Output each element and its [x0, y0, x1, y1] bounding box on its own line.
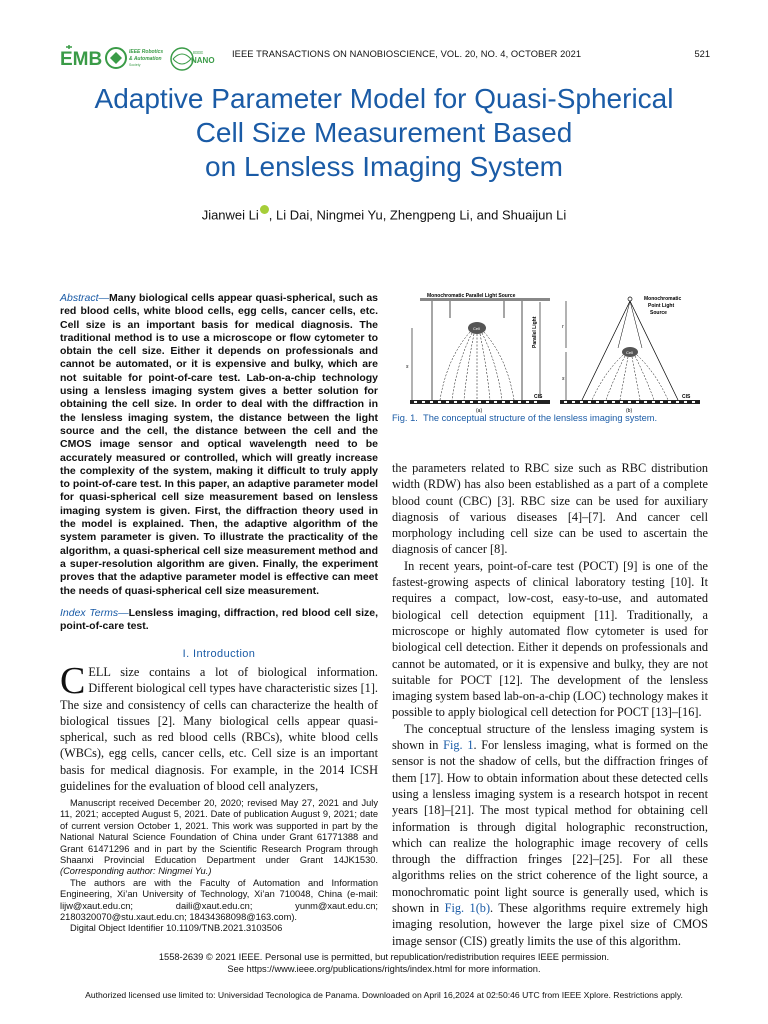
ras-line-1: IEEE Robotics [129, 49, 164, 55]
copyright-notice [60, 952, 708, 975]
corresponding-author: (Corresponding author: Ningmei Yu.) [60, 866, 212, 877]
ras-line-2: & Automation [129, 56, 162, 62]
figure-1-caption-label[interactable]: Fig. 1. [392, 413, 418, 423]
page-number: 521 [694, 49, 710, 59]
index-terms-text: Lensless imaging, diffraction, red blood cell size, point-of-care test. [60, 607, 378, 633]
author-list [60, 205, 708, 222]
index-terms: Index Terms—Lensless imaging, diffraction, red blood cell size, point-of-care test. [60, 607, 378, 633]
label-r: r [562, 324, 564, 330]
nano-logo [171, 48, 215, 70]
fig-1-link[interactable]: Fig. 1 [443, 738, 474, 753]
footnote [60, 798, 378, 935]
index-terms-label: Index Terms [60, 607, 119, 619]
fig-1b-link[interactable]: Fig. 1(b) [444, 901, 491, 916]
title-line-2: Cell Size Measurement Based [195, 117, 573, 148]
figure-1-caption-text: The conceptual structure of the lensless imaging system. [423, 413, 658, 423]
header-logos [60, 44, 230, 74]
label-b: (b) [626, 408, 633, 414]
orcid-icon[interactable] [260, 205, 269, 214]
label-s-b: s [562, 376, 565, 382]
first-word-rest: ELL [88, 665, 111, 679]
label-parallel-light: Parallel Light [532, 316, 538, 348]
figure-1-caption [392, 413, 708, 423]
footnote-affiliation: The authors are with the Faculty of Automation and Information Engineering, Xi’an University of Technology, Xi’an 710048, China (e-mail: lijw@xaut.edu.cn; daili@xaut.edu.cn; yunm@xaut.edu.cn; 2180320070@stu.xaut.edu.cn; 18434368098@163.com). [60, 877, 378, 923]
ieee-ras-logo [106, 48, 163, 68]
label-point-source-3: Source [650, 310, 667, 316]
footnote-doi: Digital Object Identifier 10.1109/TNB.2021.3103506 [70, 923, 283, 934]
introduction-text [60, 660, 378, 794]
section-heading-introduction: I. Introduction [182, 648, 256, 660]
footnote-manuscript: Manuscript received December 20, 2020; revised May 27, 2021 and July 11, 2021; accepted August 5, 2021. Date of publication August 9, 2021; date of current version October 1, 2021. This work was supported in part by the National Natural Science Foundation of China under Grant 61771388 and Grant 61471296 and in part by the Scientific Research Program through Shaanxi Provincial Education Department under Grant 14JK1530. (Corresponding author: Ningmei Yu.) [60, 798, 378, 877]
label-parallel-source: Monochromatic Parallel Light Source [427, 293, 516, 299]
label-cell-b: Cell [626, 350, 633, 355]
nano-top-text: IEEE [193, 50, 204, 55]
emb-logo [60, 45, 102, 70]
title-line-1: Adaptive Parameter Model for Quasi-Spherical [94, 83, 674, 114]
label-s-a: s [406, 364, 409, 370]
ras-line-3: Society [129, 63, 141, 67]
other-authors: , Li Dai, Ningmei Yu, Zhengpeng Li, and Shuaijun Li [268, 207, 567, 223]
label-a: (a) [476, 408, 483, 414]
copyright-line-2: See https://www.ieee.org/publications/rights/index.html for more information. [227, 963, 541, 974]
figure-1b [560, 296, 700, 414]
abstract-label: Abstract [60, 292, 99, 304]
label-cis-a: CIS [534, 394, 543, 400]
label-cell-a: Cell [473, 326, 480, 331]
drop-cap: C [60, 660, 86, 702]
emb-logo-text: EMB [60, 49, 103, 70]
paragraph-lensless: The conceptual structure of the lensless imaging system is shown in Fig. 1. For lensless imaging, what is formed on the sensor is not the shadow of cells, but the diffraction fringes of them [17]. How to obtain information about these detected cells using a lensless imaging system is a research hotspot in recent years [18]–[21]. The most typical method for obtaining cell information is through digital holographic reconstruction, which can realize the holographic image recovery of cells through the diffraction fringes [22]–[25]. For all these algorithms relies on the strict coherence of the light source, a monochromatic point light source is generally used, which is shown in Fig. 1(b). These algorithms require extremely high imaging resolution, however the large pixel size of CMOS image sensor (CIS) greatly limits the use of this algorithm. [392, 721, 709, 948]
title-line-3: on Lensless Imaging System [205, 151, 563, 182]
abstract-text: Many biological cells appear quasi-spherical, such as red blood cells, white blood cells, egg cells, cancer cells, etc. Cell size is an important basis for medical diagnosis. The traditional method is to use a microscope or flow cytometer to obtain the cell size. Either it depends on professionals and cannot be automated, or it is expensive and bulky, which are not suitable for point-of-care test. Lab-on-a-chip technology using a lensless imaging system gives a better solution for obtaining the cell size. In order to deal with the diffraction in the lensless imaging system, the distance between the light source and the cell, the distance between the cell and the CMOS image sensor and optical wavelength need to be accurately measured or controlled, which will greatly increase the complexity of the system, making it difficult to truly apply to point-of-care test. In this paper, an adaptive parameter model for quasi-spherical cell size measurement based on lensless imaging system is given. First, the diffraction theory used in the model is explained. Then, the adaptive algorithm of the system parameter is given. To illustrate the practicality of the algorithm, a quasi-spherical cell size measurement method and a super-resolution algorithm are given. Finally, the experiment proves that the adaptive parameter model is effective can meet the needs of quasi-spherical cell size measurement. [60, 292, 378, 597]
first-author: Jianwei Li [201, 207, 259, 223]
abstract: Abstract—Many biological cells appear quasi-spherical, such as red blood cells, white blood cells, egg cells, cancer cells, etc. Cell size is an important basis for medical diagnosis. The traditional method is to use a microscope or flow cytometer to obtain the cell size. Either it depends on professionals and cannot be automated, or it is expensive and bulky, which are not suitable for point-of-care test. Lab-on-a-chip technology using a lensless imaging system gives a better solution for obtaining the cell size. In order to deal with the diffraction in the lensless imaging system, the distance between the light source and the cell, the distance between the cell and the CMOS image sensor and optical wavelength need to be accurately measured or controlled, which will greatly increase the complexity of the system, making it difficult to truly apply to point-of-care test. In this paper, an adaptive parameter model for quasi-spherical cell size measurement based on lensless imaging system is given. First, the diffraction theory used in the model is explained. Then, the adaptive algorithm of the system parameter is given. To illustrate the practicality of the algorithm, a quasi-spherical cell size measurement method and a super-resolution algorithm are given. Finally, the experiment proves that the adaptive parameter model is effective can meet the needs of quasi-spherical cell size measurement. [60, 292, 378, 597]
label-point-source-1: Monochromatic [644, 296, 682, 302]
label-cis-b: CIS [682, 394, 691, 400]
paragraph-poct: In recent years, point-of-care test (POCT) [9] is one of the fastest-growing aspects of clinical laboratory testing [10]. It requires a compact, low-cost, easy-to-use, and automated biological cell detection equipment [11]. Traditionally, a microscope or highly automated flow cytometer is used for biological cell detection. Either it depends on professionals and cannot be automated, or it is expensive and bulky, they are not suitable for POCT [12]. The development of the lensless imaging system based lab-on-a-chip (LOC) technology makes it possible to apply biological cell detection for POCT [13]–[16]. [392, 558, 708, 720]
right-column-text [392, 460, 708, 949]
journal-header: IEEE TRANSACTIONS ON NANOBIOSCIENCE, VOL. 20, NO. 4, OCTOBER 2021 [232, 49, 582, 59]
intro-paragraph: size contains a lot of biological information. Different biological cell types have characteristic sizes [1]. The size and consistency of cells can characterize the health of biological tissues [2]. Many biological cells appear quasi-spherical, such as red blood cells (RBCs), white blood cells (WBCs), egg cells, cancer cells, etc. Cell size is an important basis for medical diagnosis. For example, in the 2014 ICSH guidelines for the evaluation of blood cell analyzers, [60, 665, 378, 794]
license-notice: Authorized licensed use limited to: Universidad Tecnologica de Panama. Downloaded on April 16,2024 at 02:50:46 UTC from IEEE Xplore. Restrictions apply. [85, 990, 683, 1000]
paper-title [60, 82, 708, 184]
figure-1 [392, 288, 708, 418]
nano-text: NANO [191, 56, 215, 65]
copyright-line-1: 1558-2639 © 2021 IEEE. Personal use is permitted, but republication/redistribution requires IEEE permission. [158, 952, 610, 962]
figure-1a [406, 293, 550, 414]
label-point-source-2: Point Light [648, 303, 675, 309]
paragraph-rbc: the parameters related to RBC size such as RBC distribution width (RDW) has also been established as a part of a complete blood count (CBC) [3]. RBC size can be used for auxiliary diagnosis of various diseases [4]–[7]. And cancer cell morphology including cell size can be used to ascertain the diagnosis of cancer [8]. [392, 461, 708, 557]
